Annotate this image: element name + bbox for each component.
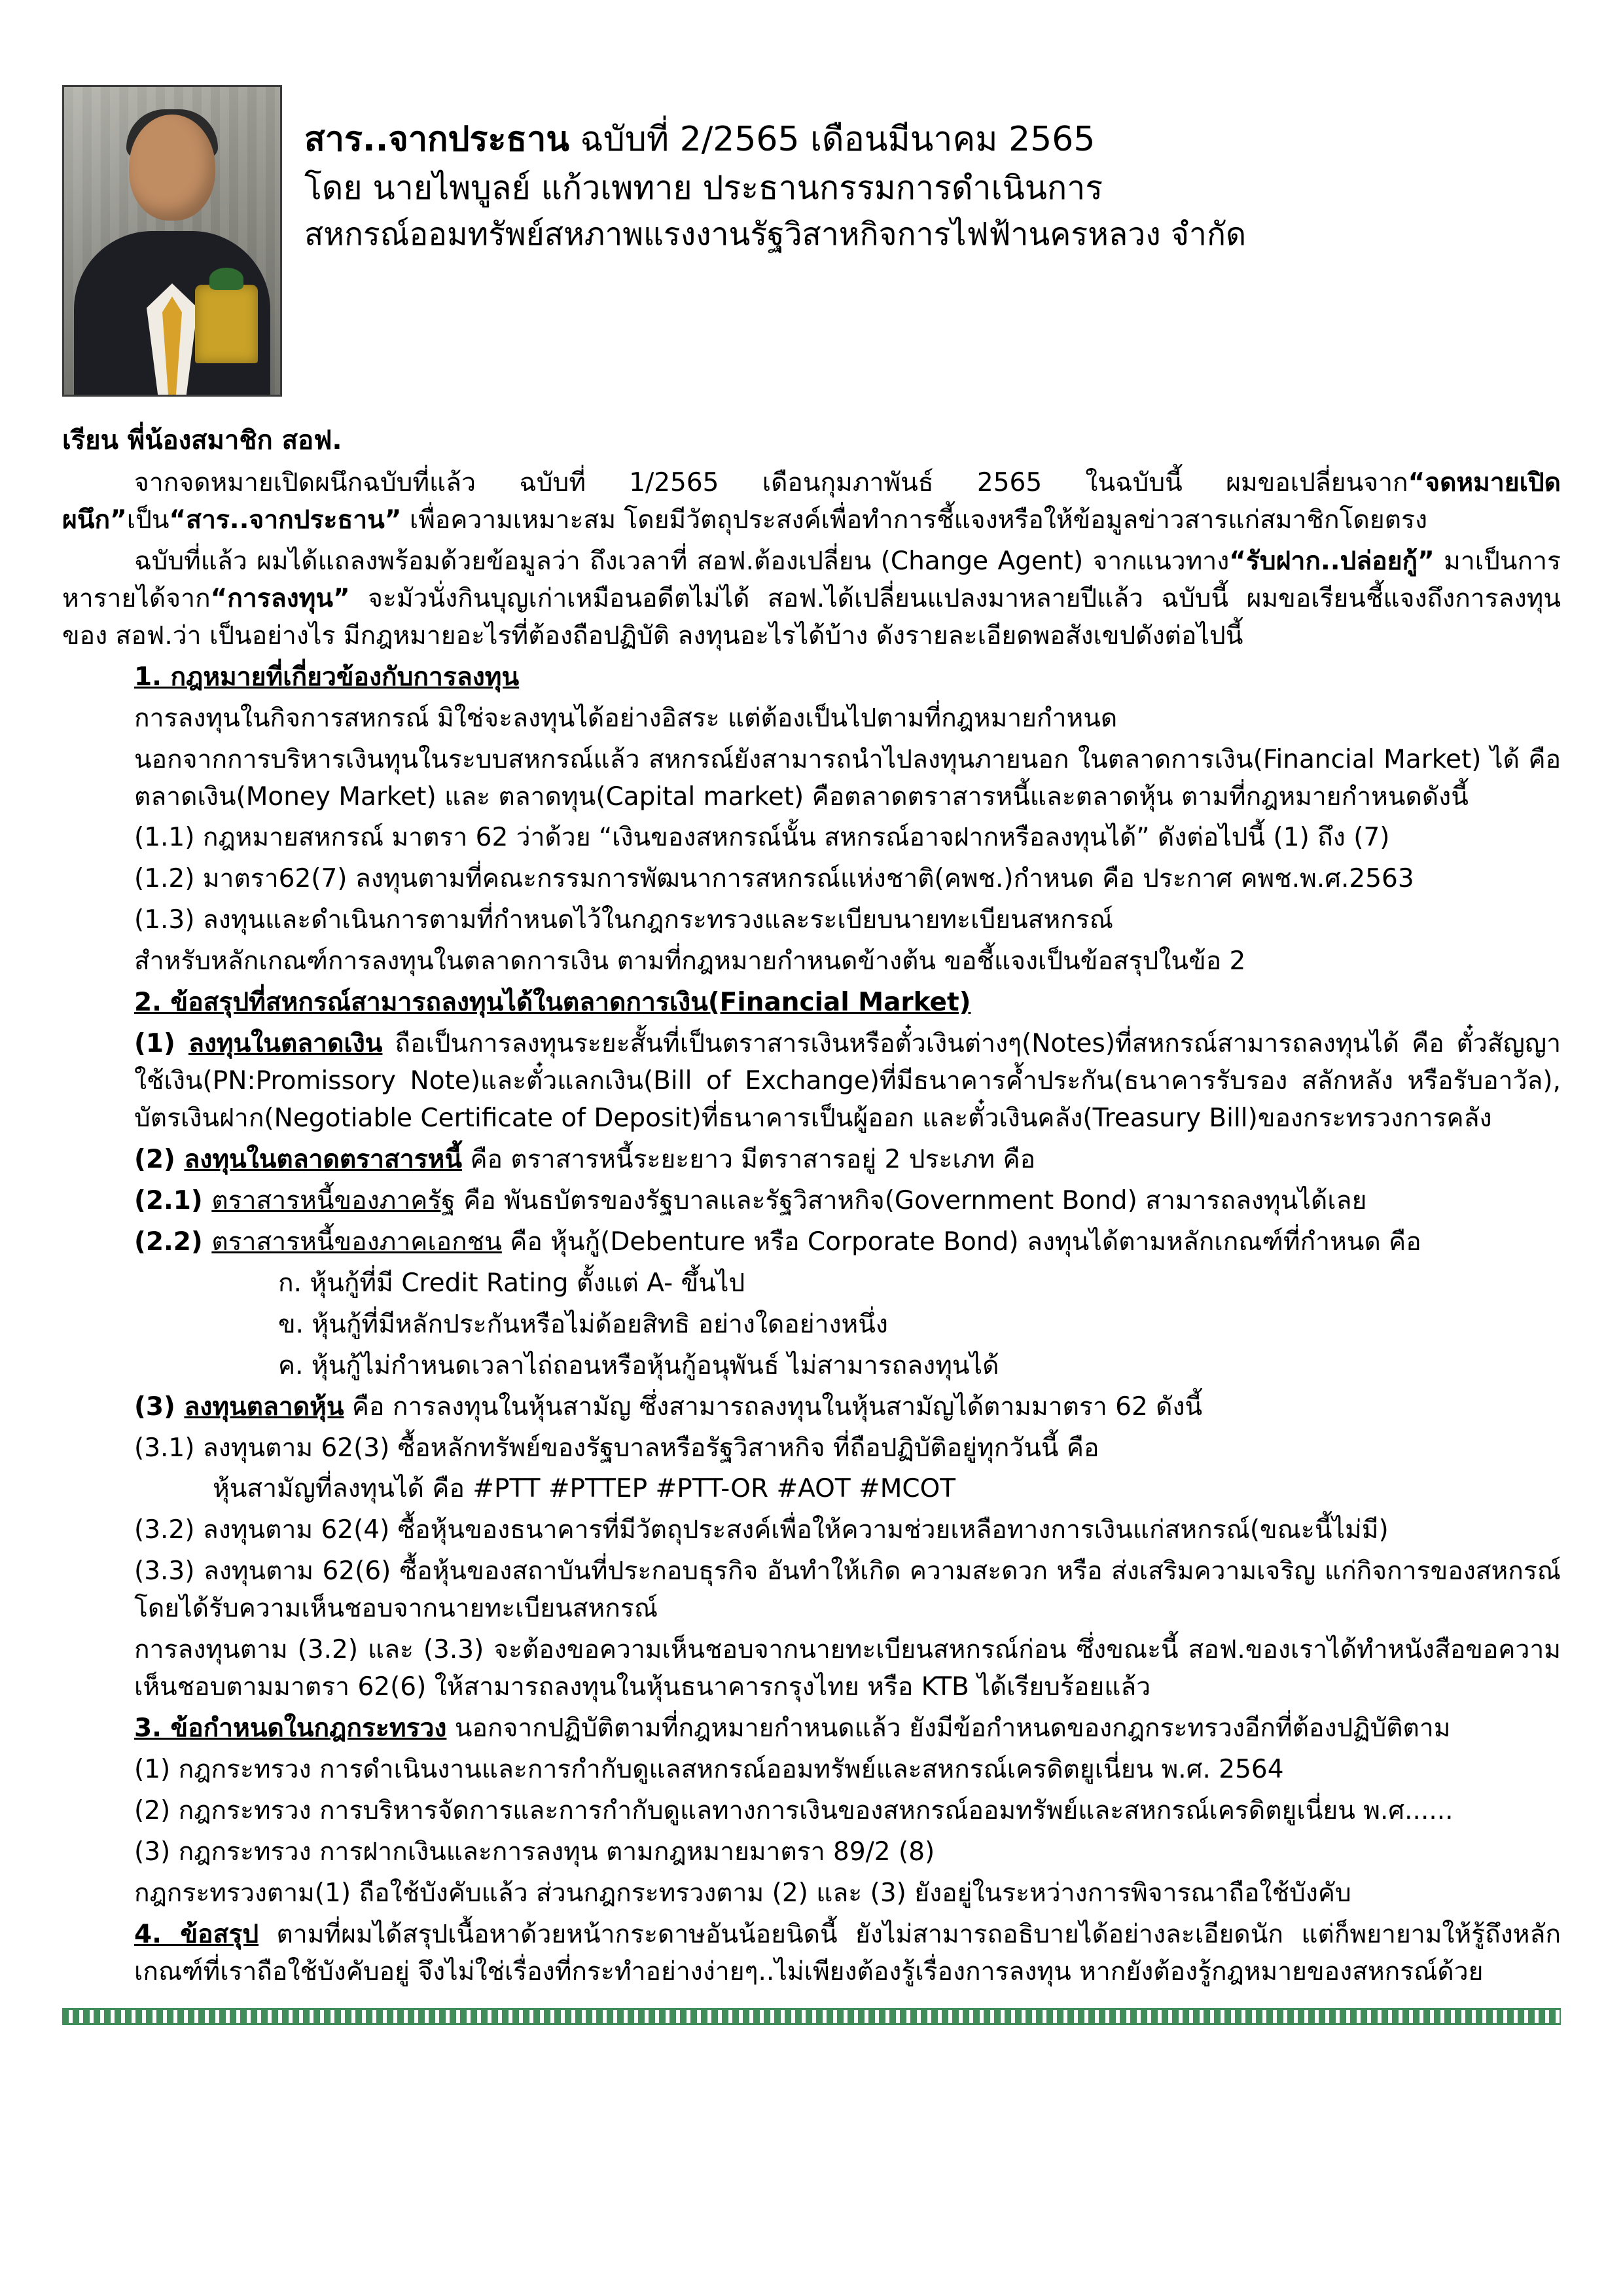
section-2-closing: การลงทุนตาม (3.2) และ (3.3) จะต้องขอความเห็นชอบจากนายทะเบียนสหกรณ์ก่อน ซึ่งขณะนี้ สอฟ.ของเราได้ทำหนังสือขอความเห็นชอบตามมาตรา 62(6) ให้สามารถลงทุนในหุ้นธนาคารกรุงไทย หรือ KTB ได้เรียบร้อยแล้ว — [134, 1635, 1561, 1702]
section-2-item-3-1: (3.1) ลงทุนตาม 62(3) ซื้อหลักทรัพย์ของรัฐบาลหรือรัฐวิสาหกิจ ที่ถือปฏิบัติอยู่ทุกวันนี้ คือ — [134, 1433, 1099, 1463]
section-1-paragraph-2: นอกจากการบริหารเงินทุนในระบบสหกรณ์แล้ว สหกรณ์ยังสามารถนำไปลงทุนภายนอก ในตลาดการเงิน(Financial Market) ได้ คือ ตลาดเงิน(Money Market) และ ตลาดทุน(Capital market) คือตลาดตราสารหนี้และตลาดหุ้น ตามที่กฎหมายกำหนดดังนี้ — [134, 744, 1561, 812]
section-4-heading — [134, 1916, 1561, 1991]
section-1-paragraph-1: การลงทุนในกิจการสหกรณ์ มิใช่จะลงทุนได้อย่างอิสระ แต่ต้องเป็นไปตามที่กฎหมายกำหนด — [134, 703, 1118, 733]
p2-part-a: ฉบับที่แล้ว ผมได้แถลงพร้อมด้วยข้อมูลว่า ถึงเวลาที่ สอฟ.ต้องเปลี่ยน (Change Agent) จากแนวทาง — [134, 546, 1230, 576]
section-2-item-2-2-text: คือ หุ้นกู้(Debenture หรือ Corporate Bond) ลงทุนได้ตามหลักเกณฑ์ที่กำหนด คือ — [501, 1227, 1421, 1257]
p1-part-e: เพื่อความเหมาะสม โดยมีวัตถุประสงค์เพื่อทำการชี้แจงหรือให้ข้อมูลข่าวสารแก่สมาชิกโดยตรง — [409, 505, 1428, 535]
salutation: เรียน พี่น้องสมาชิก สอฟ. — [62, 425, 342, 456]
section-3-item-1: (1) กฎกระทรวง การดำเนินงานและการกำกับดูแลสหกรณ์ออมทรัพย์และสหกรณ์เครดิตยูเนี่ยน พ.ศ. 2564 — [134, 1755, 1284, 1784]
section-1-item-1-1: (1.1) กฎหมายสหกรณ์ มาตรา 62 ว่าด้วย “เงินของสหกรณ์นั้น สหกรณ์อาจฝากหรือลงทุนได้” ดังต่อไปนี้ (1) ถึง (7) — [134, 823, 1390, 853]
section-3-heading — [134, 1710, 1561, 1748]
section-2-item-1-term: ลงทุนในตลาดเงิน — [188, 1029, 383, 1059]
section-2-item-3-3: (3.3) ลงทุนตาม 62(6) ซื้อหุ้นของสถาบันที่ประกอบธุรกิจ อันทำให้เกิด ความสะดวก หรือ ส่งเสริมความเจริญ แก่กิจการของสหกรณ์ โดยได้รับความเห็นชอบจากนายทะเบียนสหกรณ์ — [134, 1556, 1561, 1624]
p1-part-a: จากจดหมายเปิดผนึกฉบับที่แล้ว ฉบับที่ 1/2565 เดือนกุมภาพันธ์ 2565 ในฉบับนี้ ผมขอเปลี่ยนจาก — [134, 468, 1408, 497]
paragraph-intro-2 — [62, 543, 1561, 655]
section-2-heading — [134, 984, 1561, 1022]
section-2-item-2-2-sub-b: ข. หุ้นกู้ที่มีหลักประกันหรือไม่ด้อยสิทธิ อย่างใดอย่างหนึ่ง — [278, 1309, 888, 1339]
p1-quote-president-message: “สาร..จากประธาน” — [169, 505, 402, 535]
document-header — [62, 85, 1561, 397]
section-3-item-3: (3) กฎกระทรวง การฝากเงินและการลงทุน ตามกฎหมายมาตรา 89/2 (8) — [134, 1837, 935, 1867]
document-title-line-1 — [304, 115, 1561, 164]
section-2-item-2-2 — [134, 1224, 1561, 1261]
p2-quote-deposit-lend: “รับฝาก..ปล่อยกู้” — [1229, 546, 1435, 576]
section-2-item-2 — [134, 1141, 1561, 1179]
section-2-item-2-2-term: ตราสารหนี้ของภาคเอกชน — [211, 1227, 502, 1257]
section-2-item-2-number: (2) — [134, 1144, 185, 1174]
section-2-item-2-1-number: (2.1) — [134, 1185, 212, 1215]
section-2-heading-text: 2. ข้อสรุปที่สหกรณ์สามารถลงทุนได้ในตลาดการเงิน(Financial Market) — [134, 988, 971, 1018]
paragraph-intro-1 — [62, 465, 1561, 539]
section-2-item-3-text: คือ การลงทุนในหุ้นสามัญ ซึ่งสามารถลงทุนในหุ้นสามัญได้ตามมาตรา 62 ดังนี้ — [344, 1391, 1203, 1422]
section-3-heading-note: นอกจากปฏิบัติตามที่กฎหมายกำหนดแล้ว ยังมีข้อกำหนดของกฎกระทรวงอีกที่ต้องปฏิบัติตาม — [446, 1713, 1451, 1744]
section-2-item-1-text: ถือเป็นการลงทุนระยะสั้นที่เป็นตราสารเงินหรือตั๋วเงินต่างๆ(Notes)ที่สหกรณ์สามารถลงทุนได้ คือ ตั๋วสัญญาใช้เงิน(PN:Promissory Note)และตั๋วแลกเงิน(Bill of Exchange)ที่มีธนาคารค้ำประกัน(ธนาคารรับรอง สลักหลัง หรือรับอาวัล), บัตรเงินฝาก(Negotiable Certificate of Deposit)ที่ธนาคารเป็นผู้ออก และตั๋วเงินคลัง(Treasury Bill)ของกระทรวงการคลัง — [134, 1029, 1561, 1133]
section-1-item-1-3: (1.3) ลงทุนและดำเนินการตามที่กำหนดไว้ในกฎกระทรวงและระเบียบนายทะเบียนสหกรณ์ — [134, 905, 1113, 935]
section-4-text: ตามที่ผมได้สรุปเนื้อหาด้วยหน้ากระดาษอันน้อยนิดนี้ ยังไม่สามารถอธิบายได้อย่างละเอียดนัก แต่ก็พยายามให้รู้ถึงหลักเกณฑ์ที่เราถือใช้บังคับอยู่ จึงไม่ใช่เรื่องที่กระทำอย่างง่ายๆ..ไม่เพียงต้องรู้เรื่องการลงทุน หากยังต้องรู้กฎหมายของสหกรณ์ด้วย — [134, 1919, 1561, 1986]
president-portrait-image — [62, 85, 282, 397]
document-title-issue: ฉบับที่ 2/2565 เดือนมีนาคม 2565 — [569, 120, 1096, 159]
section-2-item-2-text: คือ ตราสารหนี้ระยะยาว มีตราสารอยู่ 2 ประเภท คือ — [462, 1144, 1036, 1174]
p1-part-c: เป็น — [126, 505, 169, 535]
p2-quote-investment: “การลงทุน” — [210, 583, 350, 613]
section-1-closing: สำหรับหลักเกณฑ์การลงทุนในตลาดการเงิน ตามที่กฎหมายกำหนดข้างต้น ขอชี้แจงเป็นข้อสรุปในข้อ 2 — [134, 946, 1246, 977]
section-2-item-3 — [134, 1389, 1561, 1426]
section-3-closing: กฎกระทรวงตาม(1) ถือใช้บังคับแล้ว ส่วนกฎกระทรวงตาม (2) และ (3) ยังอยู่ในระหว่างการพิจารณาถือใช้บังคับ — [134, 1878, 1351, 1908]
section-2-item-2-1 — [134, 1183, 1561, 1220]
section-2-item-2-1-text: คือ พันธบัตรของรัฐบาลและรัฐวิสาหกิจ(Government Bond) สามารถลงทุนได้เลย — [455, 1185, 1367, 1215]
footer-divider — [62, 2008, 1561, 2025]
section-2-item-2-2-sub-c: ค. หุ้นกู้ไม่กำหนดเวลาไถ่ถอนหรือหุ้นกู้อนุพันธ์ ไม่สามารถลงทุนได้ — [278, 1350, 999, 1380]
p2-part-c: มาเป็นการหารายได้จาก — [62, 546, 1561, 613]
trophy-icon — [195, 285, 258, 363]
section-1-heading-text: 1. กฎหมายที่เกี่ยวข้องกับการลงทุน — [134, 662, 520, 692]
portrait-face — [129, 115, 215, 221]
section-2-item-1-number: (1) — [134, 1029, 188, 1059]
section-1-item-1-2: (1.2) มาตรา62(7) ลงทุนตามที่คณะกรรมการพัฒนาการสหกรณ์แห่งชาติ(คพช.)กำหนด คือ ประกาศ คพช.พ.ศ.2563 — [134, 864, 1414, 894]
section-2-item-1 — [134, 1026, 1561, 1138]
section-3-heading-text: 3. ข้อกำหนดในกฎกระทรวง — [134, 1713, 447, 1744]
p1-quote-open-letter: “จดหมายเปิดผนึก” — [62, 468, 1561, 535]
document-title-line-3: สหกรณ์ออมทรัพย์สหภาพแรงงานรัฐวิสาหกิจการไฟฟ้านครหลวง จำกัด — [304, 215, 1247, 253]
section-2-item-3-1-stocks: หุ้นสามัญที่ลงทุนได้ คือ #PTT #PTTEP #PTT-OR #AOT #MCOT — [213, 1474, 956, 1504]
section-2-item-2-2-sub-a: ก. หุ้นกู้ที่มี Credit Rating ตั้งแต่ A- ขึ้นไป — [278, 1268, 745, 1298]
section-2-item-2-2-number: (2.2) — [134, 1227, 212, 1257]
section-4-heading-text: 4. ข้อสรุป — [134, 1919, 259, 1949]
section-2-item-3-number: (3) — [134, 1391, 185, 1422]
document-body — [62, 419, 1561, 1991]
p2-part-e: จะมัวนั่งกินบุญเก่าเหมือนอดีตไม่ได้ สอฟ.ได้เปลี่ยนแปลงมาหลายปีแล้ว ฉบับนี้ ผมขอเรียนชี้แจงถึงการลงทุนของ สอฟ.ว่า เป็นอย่างไร มีกฎหมายอะไรที่ต้องถือปฏิบัติ ลงทุนอะไรได้บ้าง ดังรายละเอียดพอสังเขปดังต่อไปนี้ — [62, 583, 1561, 651]
section-2-item-3-2: (3.2) ลงทุนตาม 62(4) ซื้อหุ้นของธนาคารที่มีวัตถุประสงค์เพื่อให้ความช่วยเหลือทางการเงินแก่สหกรณ์(ขณะนี้ไม่มี) — [134, 1515, 1389, 1545]
section-1-heading — [134, 659, 1561, 696]
section-2-item-2-term: ลงทุนในตลาดตราสารหนี้ — [184, 1144, 463, 1174]
section-2-item-2-1-term: ตราสารหนี้ของภาครัฐ — [211, 1185, 455, 1215]
document-title-line-2: โดย นายไพบูลย์ แก้วเพทาย ประธานกรรมการดำเนินการ — [304, 169, 1103, 207]
title-block — [304, 85, 1561, 257]
section-2-item-3-term: ลงทุนตลาดหุ้น — [184, 1391, 344, 1422]
document-title-main: สาร..จากประธาน — [304, 120, 569, 159]
section-3-item-2: (2) กฎกระทรวง การบริหารจัดการและการกำกับดูแลทางการเงินของสหกรณ์ออมทรัพย์และสหกรณ์เครดิตยูเนี่ยน พ.ศ...... — [134, 1795, 1454, 1825]
